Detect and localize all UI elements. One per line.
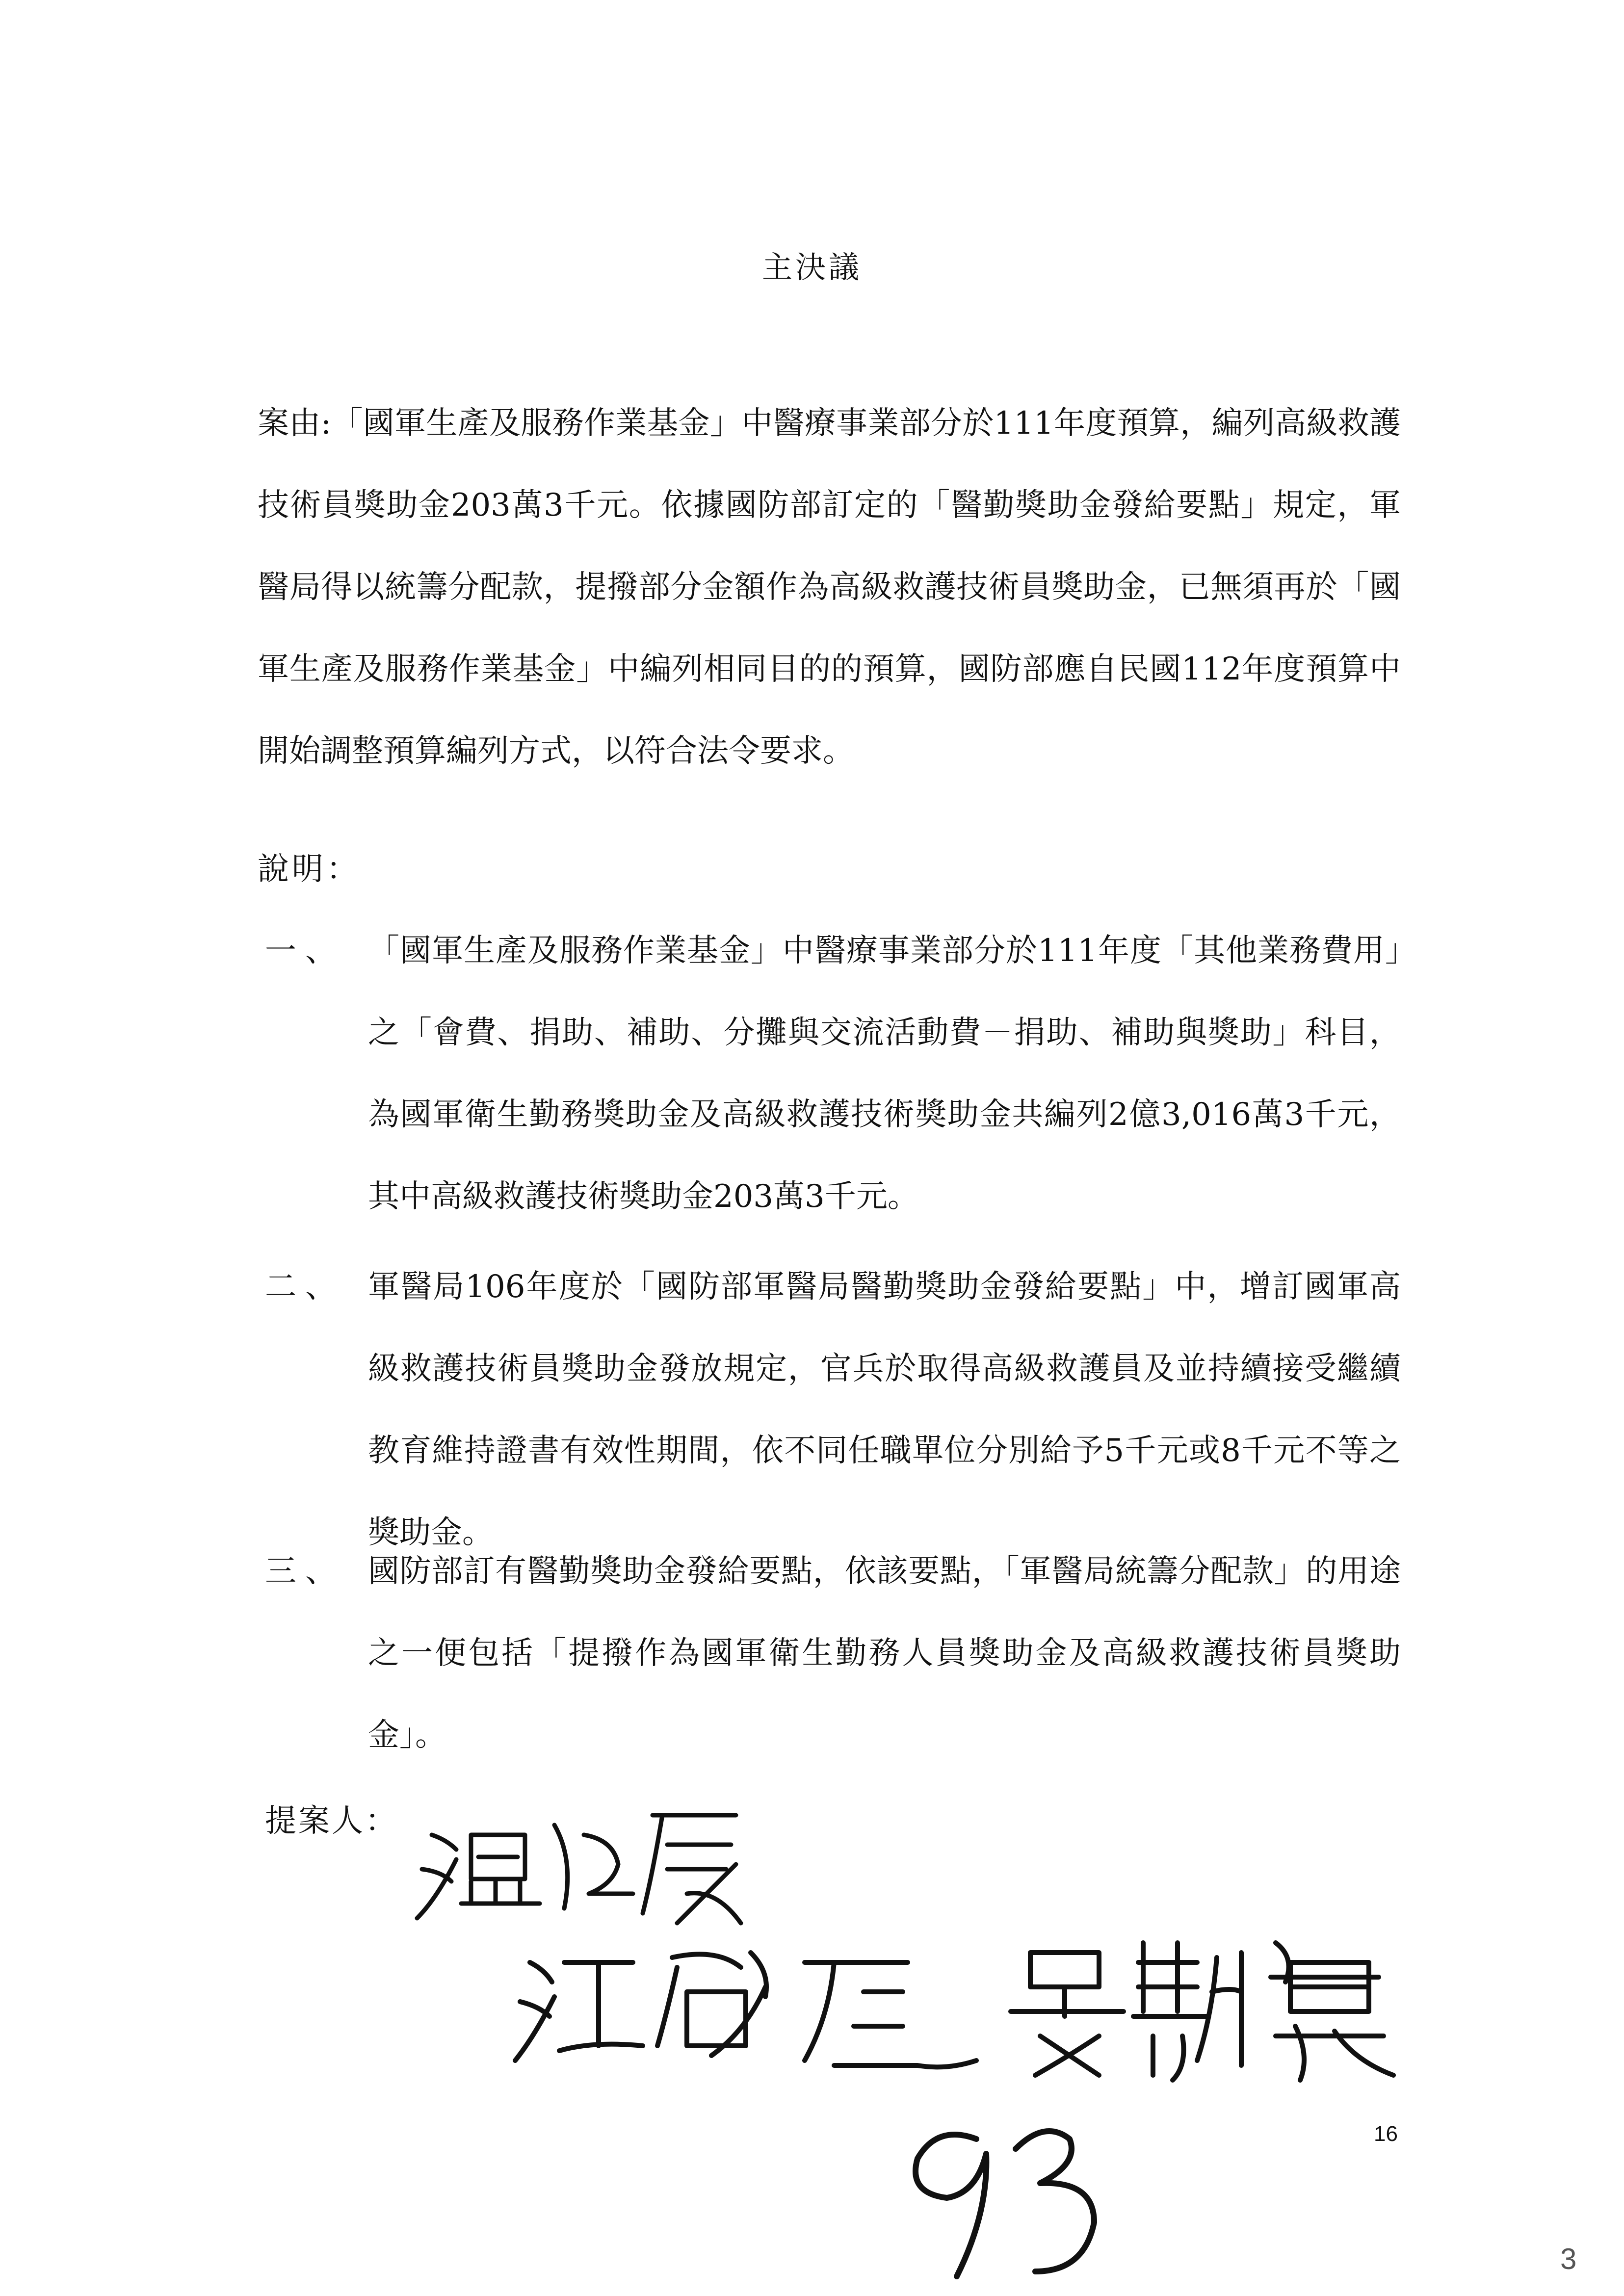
- item-text: 「國軍生產及服務作業基金」中醫療事業部分於111年度「其他業務費用」之「會費、捐助、補助、分攤與交流活動費－捐助、補助與獎助」科目，為國軍衛生勤務獎助金及高級救護技術獎助金共編列2億3,016萬3千元，其中高級救護技術獎助金203萬3千元。: [368, 933, 1401, 1215]
- resolution-title: 主決議: [761, 249, 862, 285]
- signature: [1011, 1943, 1393, 2080]
- item-number: 三、: [265, 1553, 345, 1590]
- case-paragraph: 案由:「國軍生產及服務作業基金」中醫療事業部分於111年度預算，編列高級救護技術員獎助金203萬3千元。依據國防部訂定的「醫勤獎助金發給要點」規定，軍醫局得以統籌分配款，提撥部分金額作為高級救護技術員獎助金，已無須再於「國軍生產及服務作業基金」中編列相同目的的預算，國防部應自民國112年度預算中開始調整預算編列方式，以符合法令要求。: [258, 405, 1401, 769]
- signature: [417, 1815, 741, 1923]
- corner-page-number: 3: [1560, 2243, 1577, 2275]
- handwritten-number: [916, 2131, 1094, 2276]
- proposer-label: 提案人：: [265, 1803, 398, 1839]
- item-number: 一、: [265, 933, 345, 969]
- signature: [515, 1953, 976, 2067]
- page-number: 16: [1374, 2122, 1398, 2146]
- item-number: 二、: [265, 1269, 345, 1305]
- item-text: 國防部訂有醫勤獎助金發給要點，依該要點，「軍醫局統籌分配款」的用途之一便包括「提撥作為國軍衛生勤務人員獎助金及高級救護技術員獎助金」。: [368, 1553, 1401, 1753]
- item-text: 軍醫局106年度於「國防部軍醫局醫勤獎助金發給要點」中，增訂國軍高級救護技術員獎助金發放規定，官兵於取得高級救護員及並持續接受繼續教育維持證書有效性期間，依不同任職單位分別給予5千元或8千元不等之獎助金。: [368, 1269, 1401, 1551]
- explanation-label: 說明：: [258, 851, 361, 887]
